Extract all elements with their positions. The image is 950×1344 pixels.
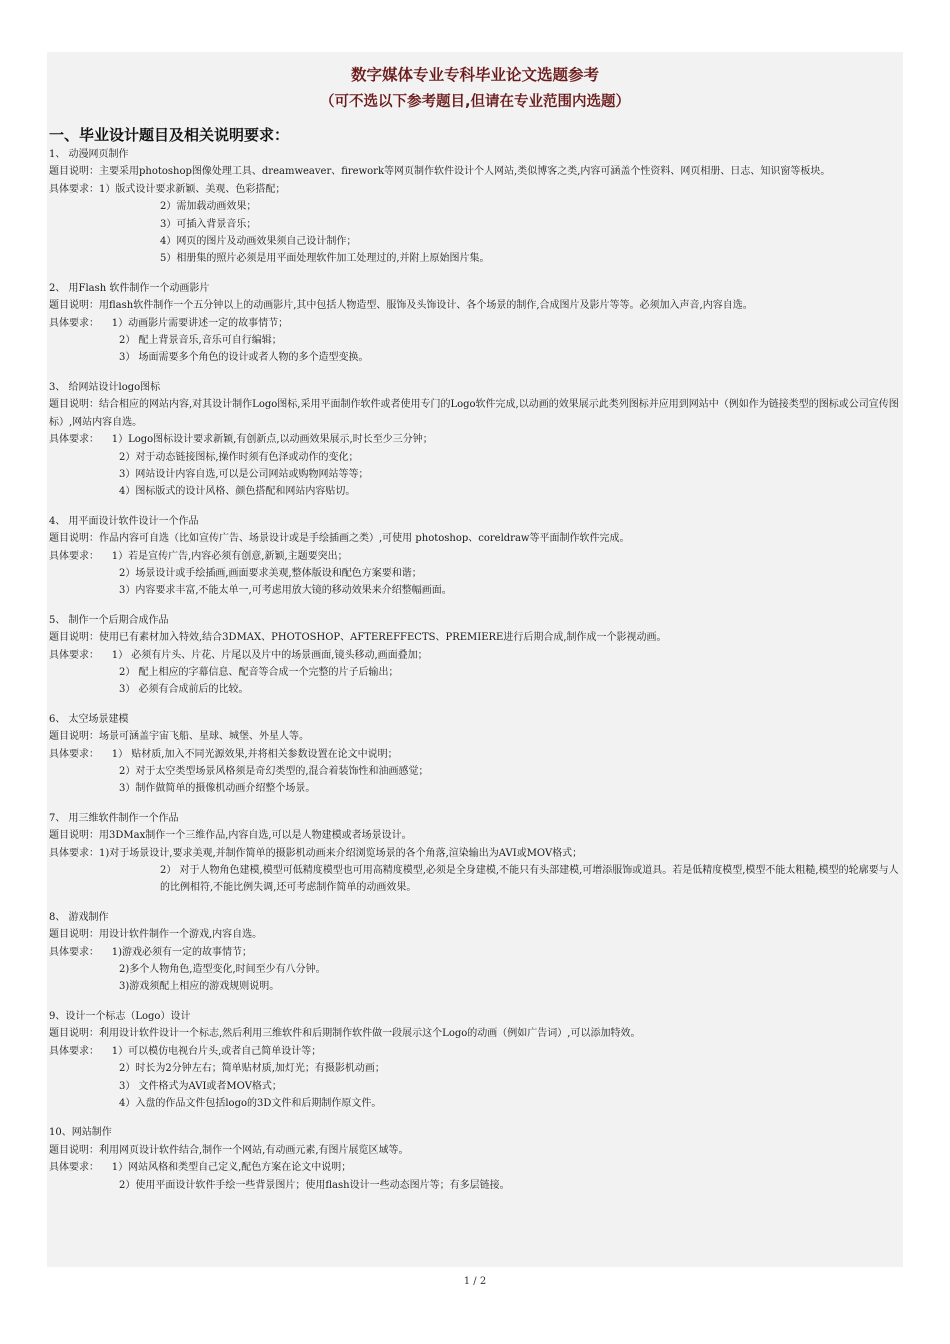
requirements-first-line bbox=[47, 431, 903, 448]
requirements-first-line bbox=[47, 944, 903, 961]
requirement-item: 4）图标版式的设计风格、颜色搭配和网站内容贴切。 bbox=[119, 486, 356, 498]
requirement-item: 4）入盘的作品文件包括logo的3D文件和后期制作原文件。 bbox=[119, 1097, 382, 1109]
topic-title: 4、 用平面设计软件设计一个作品 bbox=[49, 515, 199, 527]
topic-list bbox=[47, 146, 903, 1194]
topic-description: 题目说明：结合相应的网站内容,对其设计制作Logo图标,采用平面制作软件或者使用专门的Logo软件完成,以动画的效果展示此类列图标并应用到网站中（例如作为链接类型的图标或公司宣传图标）,网站内容自选。 bbox=[49, 399, 899, 428]
requirement-item: 2） 对于人物角色建模,模型可低精度模型也可用高精度模型,必须是全身建模,不能只有头部建模,可增添服饰或道具。若是低精度模型,模型不能太粗糙,模型的轮廓要与人的比例相符,不能比例失调,还可考虑制作简单的动画效果。 bbox=[160, 865, 899, 894]
requirement-item: 2）使用平面设计软件手绘一些背景图片；使用flash设计一些动态图片等；有多层链接。 bbox=[119, 1179, 510, 1191]
page-title: 数字媒体专业专科毕业论文选题参考 bbox=[350, 66, 599, 84]
topic-section bbox=[47, 909, 903, 996]
requirement-item: 1） 贴材质,加入不同光源效果,并将相关参数设置在论文中说明； bbox=[111, 748, 398, 760]
requirement-item: 1）网站风格和类型自己定义,配色方案在论文中说明； bbox=[111, 1162, 352, 1174]
requirement-item: 2）场景设计或手绘插画,画面要求美观,整体版设和配色方案要和谐； bbox=[119, 567, 422, 579]
topic-description: 题目说明：用设计软件制作一个游戏,内容自选。 bbox=[49, 929, 263, 941]
requirements-label: 具体要求： bbox=[49, 649, 112, 661]
topic-title: 8、 游戏制作 bbox=[49, 911, 109, 923]
requirements-label: 具体要求： bbox=[49, 317, 112, 329]
requirement-item: 2)多个人物角色,造型变化,时间至少有八分钟。 bbox=[119, 964, 326, 976]
requirement-item: 2）对于太空类型场景风格须是奇幻类型的,混合着装饰性和油画感觉； bbox=[119, 766, 429, 777]
document-page bbox=[47, 52, 903, 1267]
requirement-item: 1)游戏必须有一定的故事情节； bbox=[111, 946, 252, 958]
requirement-item: 1）动画影片需要讲述一定的故事情节； bbox=[111, 317, 289, 329]
topic-title: 7、 用三维软件制作一个作品 bbox=[49, 812, 179, 824]
requirements-label: 具体要求： bbox=[49, 183, 99, 195]
requirements-first-line bbox=[47, 1159, 903, 1176]
topic-section bbox=[47, 1008, 903, 1112]
requirements-first-line bbox=[47, 845, 903, 862]
requirements-first-line bbox=[47, 746, 903, 763]
requirement-item: 3） 场面需要多个角色的设计或者人物的多个造型变换。 bbox=[119, 352, 369, 364]
requirements-label: 具体要求： bbox=[49, 1162, 112, 1174]
requirements-label: 具体要求： bbox=[49, 434, 112, 446]
requirement-item: 2） 配上背景音乐,音乐可自行编辑； bbox=[119, 335, 282, 347]
topic-title: 3、 给网站设计logo图标 bbox=[49, 381, 161, 393]
topic-section bbox=[47, 1124, 903, 1194]
topic-description: 题目说明：利用设计软件设计一个标志,然后利用三维软件和后期制作软件做一段展示这个Logo的动画（例如广告词）,可以添加特效。 bbox=[49, 1028, 641, 1040]
requirement-item: 2）时长为2分钟左右；简单贴材质,加灯光；有摄影机动画； bbox=[119, 1063, 385, 1075]
requirements-label: 具体要求： bbox=[49, 946, 112, 958]
requirements-label: 具体要求： bbox=[49, 1045, 112, 1057]
topic-title: 6、 太空场景建模 bbox=[49, 713, 129, 725]
topic-section bbox=[47, 146, 903, 268]
topic-section bbox=[47, 513, 903, 600]
requirement-item: 3） 文件格式为AVI或者MOV格式； bbox=[119, 1080, 282, 1092]
topic-title: 5、 制作一个后期合成作品 bbox=[49, 614, 169, 626]
section-heading: 一、毕业设计题目及相关说明要求： bbox=[49, 126, 290, 144]
requirement-item: 3)游戏须配上相应的游戏规则说明。 bbox=[119, 981, 280, 993]
requirement-item: 3）网站设计内容自选,可以是公司网站或购物网站等等； bbox=[119, 468, 369, 480]
requirement-item: 1）版式设计要求新颖、美观、色彩搭配； bbox=[99, 183, 286, 195]
topic-section bbox=[47, 379, 903, 501]
requirement-item: 2）需加载动画效果； bbox=[160, 201, 257, 213]
requirements-label: 具体要求： bbox=[49, 847, 99, 859]
requirement-item: 1）若是宣传广告,内容必须有创意,新颖,主题要突出； bbox=[111, 550, 348, 562]
topic-description: 题目说明：场景可涵盖宇宙飞船、星球、城堡、外星人等。 bbox=[49, 731, 309, 743]
topic-description: 题目说明：使用已有素材加入特效,结合3DMAX、PHOTOSHOP、AFTEREFFECTS、PREMIERE进行后期合成,制作成一个影视动画。 bbox=[49, 632, 667, 644]
topic-description: 题目说明：作品内容可自选（比如宣传广告、场景设计或是手绘插画之类）,可使用 photoshop、coreldraw等平面制作软件完成。 bbox=[49, 533, 630, 545]
requirement-item: 3）可插入背景音乐； bbox=[160, 218, 257, 230]
page-number: 1 / 2 bbox=[463, 1276, 487, 1287]
requirement-item: 4）网页的图片及动画效果须自己设计制作； bbox=[160, 236, 357, 248]
requirements-first-line bbox=[47, 647, 903, 664]
topic-section bbox=[47, 612, 903, 699]
requirements-first-line bbox=[47, 548, 903, 565]
requirement-item: 1)对于场景设计,要求美观,并制作简单的摄影机动画来介绍浏览场景的各个角落,渲染输出为AVI或MOV格式； bbox=[99, 847, 583, 859]
topic-title: 10、网站制作 bbox=[49, 1127, 112, 1139]
topic-title: 9、设计一个标志（Logo）设计 bbox=[49, 1010, 191, 1022]
requirements-first-line bbox=[47, 181, 903, 198]
requirements-first-line bbox=[47, 1043, 903, 1060]
requirement-item: 1） 必须有片头、片花、片尾以及片中的场景画面,镜头移动,画面叠加； bbox=[111, 649, 428, 661]
requirement-item: 5）相册集的照片必须是用平面处理软件加工处理过的,并附上原始图片集。 bbox=[160, 253, 490, 265]
requirements-label: 具体要求： bbox=[49, 550, 112, 562]
page-subtitle: （可不选以下参考题目,但请在专业范围内选题） bbox=[319, 94, 630, 110]
topic-description: 题目说明：主要采用photoshop图像处理工具、dreamweaver、firework等网页制作软件设计个人网站,类似博客之类,内容可涵盖个性资料、网页相册、日志、知识窗等板块。 bbox=[49, 166, 831, 178]
topic-title: 2、 用Flash 软件制作一个动画影片 bbox=[49, 282, 210, 294]
requirement-item: 2） 配上相应的字幕信息、配音等合成一个完整的片子后输出； bbox=[119, 666, 399, 678]
topic-section bbox=[47, 810, 903, 897]
requirements-first-line bbox=[47, 315, 903, 332]
topic-description: 题目说明：用3DMax制作一个三维作品,内容自选,可以是人物建模或者场景设计。 bbox=[49, 830, 412, 842]
requirements-label: 具体要求： bbox=[49, 748, 112, 760]
requirement-item: 1）Logo图标设计要求新颖,有创新点,以动画效果展示,时长至少三分钟； bbox=[111, 434, 433, 446]
topic-section bbox=[47, 711, 903, 798]
requirement-item: 3）内容要求丰富,不能太单一,可考虑用放大镜的移动效果来介绍整幅画面。 bbox=[119, 585, 452, 597]
requirement-item: 1）可以模仿电视台片头,或者自己简单设计等； bbox=[111, 1045, 322, 1057]
requirement-item: 3）制作做简单的摄像机动画介绍整个场景。 bbox=[119, 783, 316, 795]
topic-description: 题目说明：用flash软件制作一个五分钟以上的动画影片,其中包括人物造型、服饰及头饰设计、各个场景的制作,合成图片及影片等等。必须加入声音,内容自选。 bbox=[49, 300, 753, 312]
topic-description: 题目说明：利用网页设计软件结合,制作一个网站,有动画元素,有图片展览区域等。 bbox=[49, 1144, 409, 1156]
requirement-item: 3） 必须有合成前后的比较。 bbox=[119, 684, 249, 696]
requirement-item: 2）对于动态链接图标,操作时须有色泽或动作的变化； bbox=[119, 451, 359, 463]
topic-title: 1、 动漫网页制作 bbox=[49, 149, 129, 160]
topic-section bbox=[47, 280, 903, 367]
